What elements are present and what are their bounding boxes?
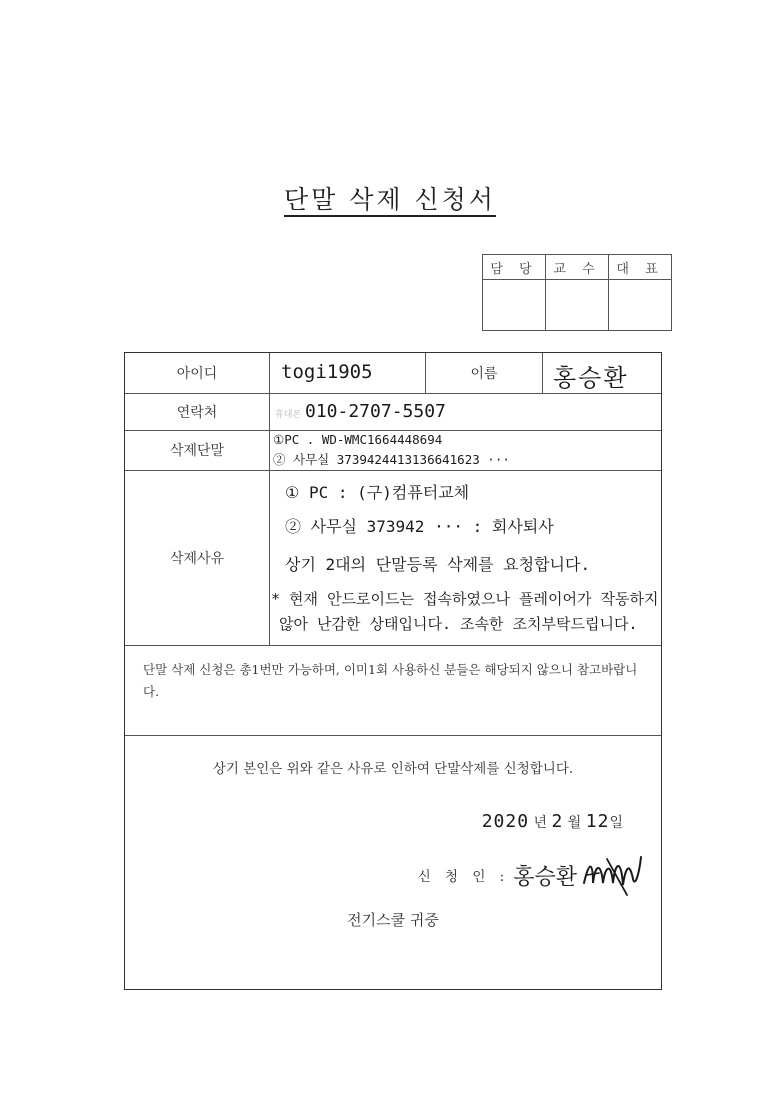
row-id-name: [125, 353, 661, 394]
device-label: 삭제단말: [125, 430, 270, 470]
row-devices: [125, 430, 661, 471]
approval-box: [482, 254, 672, 331]
contact-label: 연락처: [125, 393, 270, 430]
document-title: 단말 삭제 신청서: [0, 180, 780, 216]
application-form: [124, 352, 662, 990]
date-year-unit: 년: [533, 815, 548, 831]
reason-line-1: ① PC : (구)컴퓨터교체: [285, 483, 470, 502]
device-item-1: ①PC . WD-WMC1664448694: [273, 432, 443, 447]
row-contact: [125, 393, 661, 431]
name-value: 홍승환: [553, 364, 629, 392]
signature-icon: [581, 853, 643, 897]
applicant: [418, 853, 643, 897]
notice-text: 단말 삭제 신청은 총1번만 가능하며, 이미1회 사용하신 분들은 해당되지 않으니 참고바랍니다.: [143, 662, 638, 699]
approval-sign-ceo: [609, 280, 672, 331]
application-date: [482, 811, 623, 832]
declaration-text: 상기 본인은 위와 같은 사유로 인하여 단말삭제를 신청합니다.: [212, 761, 574, 777]
addressee: 전기스쿨 귀중: [347, 911, 439, 929]
reason-line-2: ② 사무실 373942 ··· : 회사퇴사: [285, 517, 554, 536]
date-month-unit: 월: [567, 815, 582, 831]
date-day: 12: [585, 811, 610, 832]
approval-header-ceo: 대 표: [609, 255, 672, 280]
reason-label: 삭제사유: [125, 470, 270, 645]
applicant-name: 홍승환: [513, 864, 577, 890]
id-label: 아이디: [125, 353, 270, 393]
approval-header-professor: 교 수: [546, 255, 609, 280]
row-notice: [125, 645, 661, 736]
date-day-unit: 일: [609, 815, 623, 831]
approval-sign-manager: [483, 280, 546, 331]
row-reasons: [125, 470, 661, 646]
applicant-label: 신 청 인 :: [417, 869, 510, 885]
contact-hint: 휴대폰: [275, 410, 302, 420]
reason-line-3: 상기 2대의 단말등록 삭제를 요청합니다.: [285, 555, 591, 574]
date-month: 2: [551, 811, 564, 832]
approval-header-manager: 담 당: [483, 255, 546, 280]
approval-sign-professor: [546, 280, 609, 331]
device-item-2: ② 사무실 3739424413136641623 ···: [273, 452, 510, 467]
reason-line-5: 않아 난감한 상태입니다. 조속한 조치부탁드립니다.: [279, 615, 638, 633]
reason-line-4: * 현재 안드로이드는 접속하였으나 플레이어가 작동하지: [271, 590, 659, 608]
date-year: 2020: [481, 811, 530, 832]
contact-value: 010-2707-5507: [305, 401, 446, 422]
id-value: togi1905: [281, 361, 373, 383]
name-label: 이름: [425, 353, 543, 393]
